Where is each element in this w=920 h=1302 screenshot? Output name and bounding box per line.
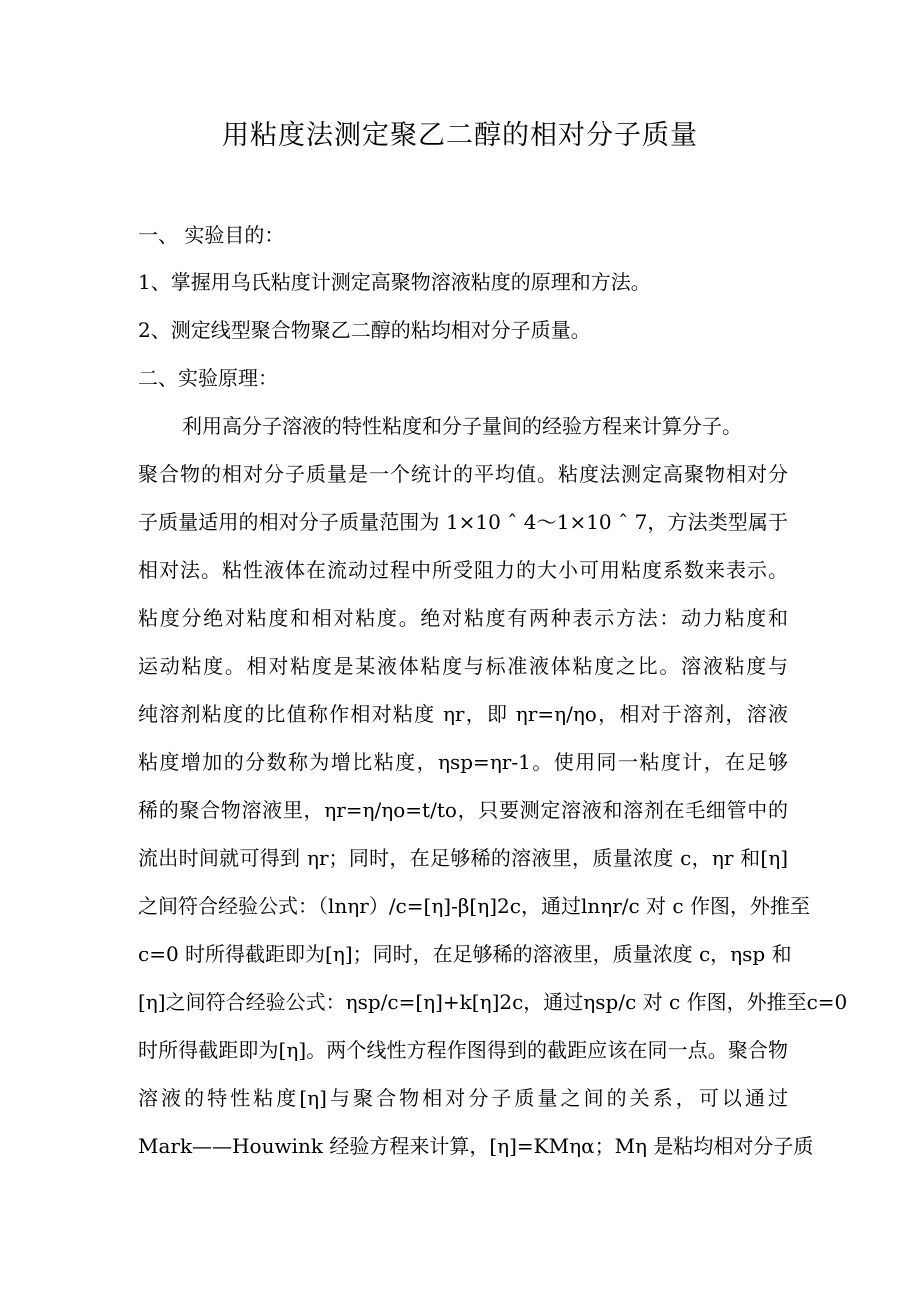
paragraph-line: 聚合物的相对分子质量是一个统计的平均值。粘度法测定高聚物相对分 (138, 462, 788, 486)
paragraph-line: 之间符合经验公式：（lnηr）/c=[η]-β[η]2c，通过lnηr/c 对 c 作图，外推至 (138, 894, 810, 918)
paragraph-line: 稀的聚合物溶液里，ηr=η/ηo=t/to，只要测定溶液和溶剂在毛细管中的 (138, 798, 788, 822)
page-title: 用粘度法测定聚乙二醇的相对分子质量 (222, 120, 698, 151)
paragraph-line: 运动粘度。相对粘度是某液体粘度与标准液体粘度之比。溶液粘度与 (138, 654, 788, 678)
paragraph-line: Mark——Houwink 经验方程来计算，[η]=KMηα；Mη 是粘均相对分子质 (138, 1134, 814, 1158)
paragraph-line: c=0 时所得截距即为[η]；同时，在足够稀的溶液里，质量浓度 c，ηsp 和 (138, 942, 792, 966)
paragraph-line: 利用高分子溶液的特性粘度和分子量间的经验方程来计算分子。 (182, 414, 742, 438)
paragraph-line: 时所得截距即为[η]。两个线性方程作图得到的截距应该在同一点。聚合物 (138, 1038, 788, 1062)
paragraph-line: 相对法。粘性液体在流动过程中所受阻力的大小可用粘度系数来表示。 (138, 558, 788, 582)
purpose-item-2: 2、测定线型聚合物聚乙二醇的粘均相对分子质量。 (138, 318, 591, 342)
paragraph-line: 粘度增加的分数称为增比粘度，ηsp=ηr-1。使用同一粘度计，在足够 (138, 750, 788, 774)
section-heading-principle: 二、实验原理： (138, 366, 278, 390)
paragraph-line: 粘度分绝对粘度和相对粘度。绝对粘度有两种表示方法：动力粘度和 (138, 606, 788, 630)
purpose-item-1: 1、掌握用乌氏粘度计测定高聚物溶液粘度的原理和方法。 (138, 270, 651, 294)
paragraph-line: [η]之间符合经验公式：ηsp/c=[η]+k[η]2c，通过ηsp/c 对 c 作图，外推至c=0 (138, 990, 848, 1014)
section-heading-purpose: 一、 实验目的： (138, 223, 285, 247)
paragraph-line: 子质量适用的相对分子质量范围为 1×10 ˆ 4～1×10 ˆ 7，方法类型属于 (138, 510, 788, 534)
paragraph-line: 纯溶剂粘度的比值称作相对粘度 ηr，即 ηr=η/ηo，相对于溶剂，溶液 (138, 702, 788, 726)
paragraph-line: 溶液的特性粘度[η]与聚合物相对分子质量之间的关系，可以通过 (138, 1086, 788, 1110)
paragraph-line: 流出时间就可得到 ηr；同时，在足够稀的溶液里，质量浓度 c，ηr 和[η] (138, 846, 788, 870)
